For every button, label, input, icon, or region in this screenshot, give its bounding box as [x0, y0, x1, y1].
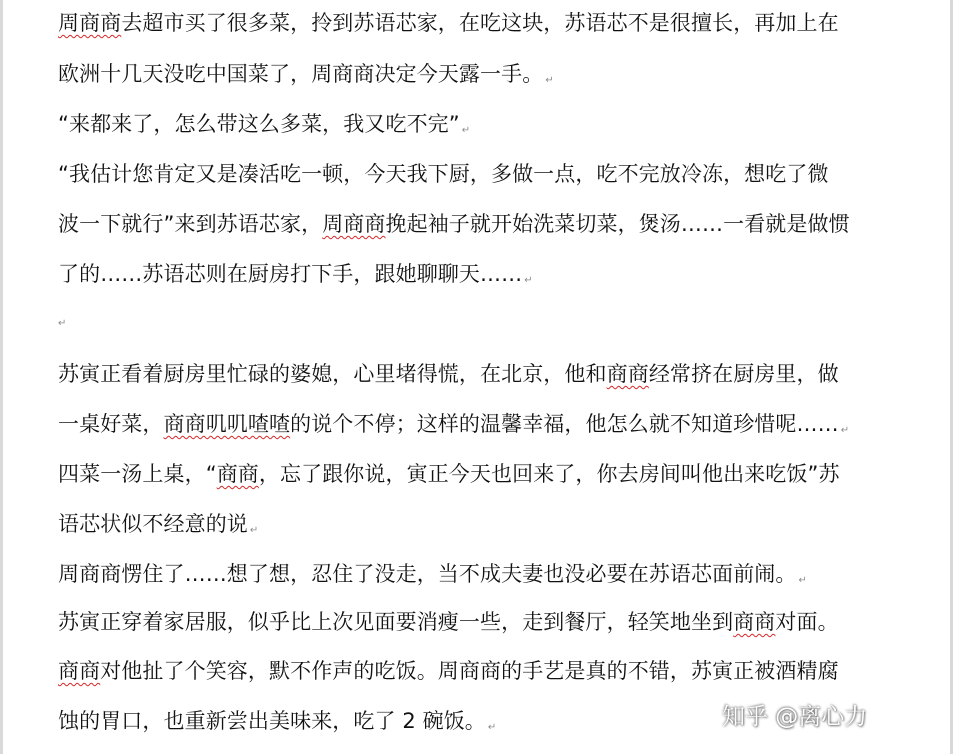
text-line-6	[58, 260, 533, 288]
text-line-4	[58, 160, 829, 188]
line-text: “来都来了，怎么带这么多菜，我又吃不完”	[58, 112, 460, 136]
spellcheck-word: 周商商	[322, 212, 386, 236]
text-line-8	[58, 360, 839, 388]
text-line-12	[58, 560, 807, 588]
line-text: 蚀的胃口，也重新尝出美味来，吃了 2 碗饭。	[58, 709, 486, 733]
line-text: 语芯状似不经意的说	[58, 512, 248, 536]
line-text: 周商商愣住了……想了想，忍住了没走，当不成夫妻也没必要在苏语芯面前闹。	[58, 562, 797, 586]
paragraph-mark: ↵	[524, 275, 533, 286]
paragraph-mark: ↵	[461, 125, 471, 136]
line-text: 波一下就行”来到苏语芯家，	[58, 212, 323, 236]
line-text: 的说个不停；这样的温馨幸福，他怎么就不知道珍惜呢……	[290, 412, 839, 436]
line-text: 去超市买了很多菜，拎到苏语芯家，在吃这块，苏语芯不是很擅长，再加上在	[121, 11, 839, 35]
empty-paragraph-mark: ↵	[58, 318, 67, 329]
paragraph-mark: ↵	[487, 722, 497, 733]
line-text: 经常挤在厨房里，做	[648, 362, 839, 386]
line-text: 对他扯了个笑容，默不作声的吃饭。周商商的手艺是真的不错，苏寅正被酒精腐	[100, 659, 839, 683]
paragraph-mark: ↵	[840, 425, 850, 436]
text-line-13	[58, 608, 839, 636]
paragraph-mark: ↵	[545, 75, 554, 86]
text-line-11	[58, 510, 258, 538]
line-text: 四菜一汤上桌，“	[58, 462, 217, 486]
text-line-10	[58, 460, 840, 488]
text-line-15	[58, 707, 496, 735]
text-line-14	[58, 657, 839, 685]
line-text: 欧洲十几天没吃中国菜了，周商商决定今天露一手。	[58, 62, 544, 86]
text-line-1	[58, 9, 839, 37]
zhihu-watermark: 知乎 @离心力	[722, 704, 868, 730]
paragraph-mark: ↵	[249, 525, 259, 536]
line-text: 挽起袖子就开始洗菜切菜，煲汤……一看就是做惯	[385, 212, 850, 236]
spellcheck-word: 周商商	[58, 11, 122, 35]
line-text: “我估计您肯定又是凑活吃一顿，今天我下厨，多做一点，吃不完放冷冻，想吃了微	[58, 162, 829, 186]
line-text: ，忘了跟你说，寅正今天也回来了，你去房间叫他出来吃饭”苏	[258, 462, 840, 486]
line-text: 苏寅正穿着家居服，似乎比上次见面要消瘦一些，走到餐厅，轻笑地坐到	[58, 610, 734, 634]
page-left-edge	[0, 0, 3, 754]
text-line-5	[58, 210, 850, 238]
text-line-2	[58, 60, 554, 88]
spellcheck-word: 商商	[216, 462, 259, 486]
text-line-3	[58, 110, 470, 138]
paragraph-mark: ↵	[798, 575, 807, 586]
spellcheck-word: 商商	[58, 659, 101, 683]
text-line-9	[58, 410, 849, 438]
spellcheck-word: 商商叽叽喳喳	[163, 412, 291, 436]
spellcheck-word: 商商	[606, 362, 649, 386]
spellcheck-word: 商商	[733, 610, 776, 634]
line-text: 了的……苏语芯则在厨房打下手，跟她聊聊天……	[58, 262, 523, 286]
line-text: 对面。	[775, 610, 839, 634]
line-text: 苏寅正看着厨房里忙碌的婆媳，心里堵得慌，在北京，他和	[58, 362, 607, 386]
line-text: 一桌好菜，	[58, 412, 164, 436]
